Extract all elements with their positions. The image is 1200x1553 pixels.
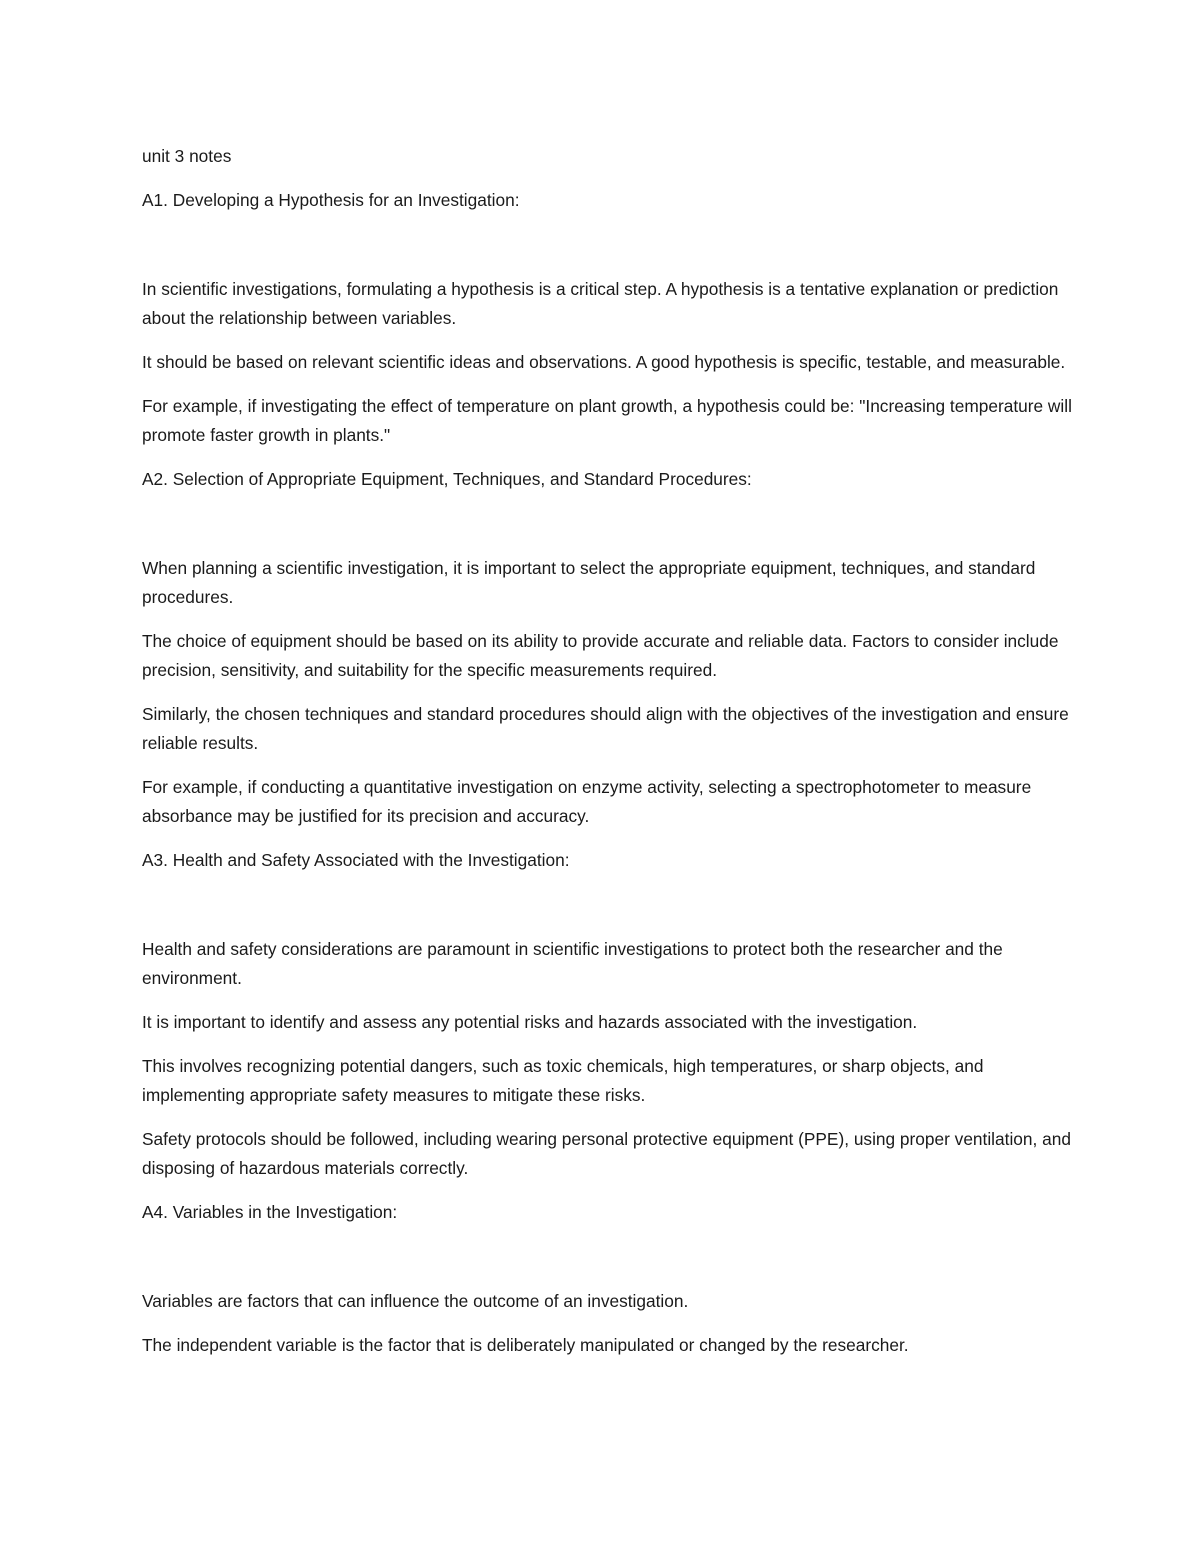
section-heading-a2: A2. Selection of Appropriate Equipment, Techniques, and Standard Procedures: [142, 469, 752, 489]
paragraph: This involves recognizing potential dangers, such as toxic chemicals, high temperatures, or sharp objects, and implementing appropriate safety measures to mitigate these risks. [142, 1056, 984, 1105]
paragraph: In scientific investigations, formulating a hypothesis is a critical step. A hypothesis is a tentative explanation or prediction about the relationship between variables. [142, 279, 1059, 328]
paragraph: The choice of equipment should be based on its ability to provide accurate and reliable data. Factors to consider include precision, sensitivity, and suitability for the specific measurements required. [142, 631, 1059, 680]
paragraph: Variables are factors that can influence the outcome of an investigation. [142, 1291, 689, 1311]
paragraph: It should be based on relevant scientific ideas and observations. A good hypothesis is specific, testable, and measurable. [142, 352, 1066, 372]
paragraph: When planning a scientific investigation, it is important to select the appropriate equipment, techniques, and standard procedures. [142, 558, 1036, 607]
paragraph: The independent variable is the factor that is deliberately manipulated or changed by the researcher. [142, 1335, 909, 1355]
section-heading-a1: A1. Developing a Hypothesis for an Investigation: [142, 190, 520, 210]
document-body [142, 142, 1072, 1375]
paragraph: For example, if investigating the effect of temperature on plant growth, a hypothesis could be: "Increasing temperature will promote faster growth in plants." [142, 396, 1072, 445]
section-heading-a4: A4. Variables in the Investigation: [142, 1202, 398, 1222]
paragraph: It is important to identify and assess any potential risks and hazards associated with the investigation. [142, 1012, 918, 1032]
paragraph: Health and safety considerations are paramount in scientific investigations to protect both the researcher and the environment. [142, 939, 1003, 988]
document-title: unit 3 notes [142, 146, 232, 166]
section-heading-a3: A3. Health and Safety Associated with the Investigation: [142, 850, 570, 870]
paragraph: Similarly, the chosen techniques and standard procedures should align with the objectives of the investigation and ensure reliable results. [142, 704, 1069, 753]
paragraph: Safety protocols should be followed, including wearing personal protective equipment (PPE), using proper ventilation, and disposing of hazardous materials correctly. [142, 1129, 1071, 1178]
paragraph: For example, if conducting a quantitative investigation on enzyme activity, selecting a spectrophotometer to measure absorbance may be justified for its precision and accuracy. [142, 777, 1032, 826]
